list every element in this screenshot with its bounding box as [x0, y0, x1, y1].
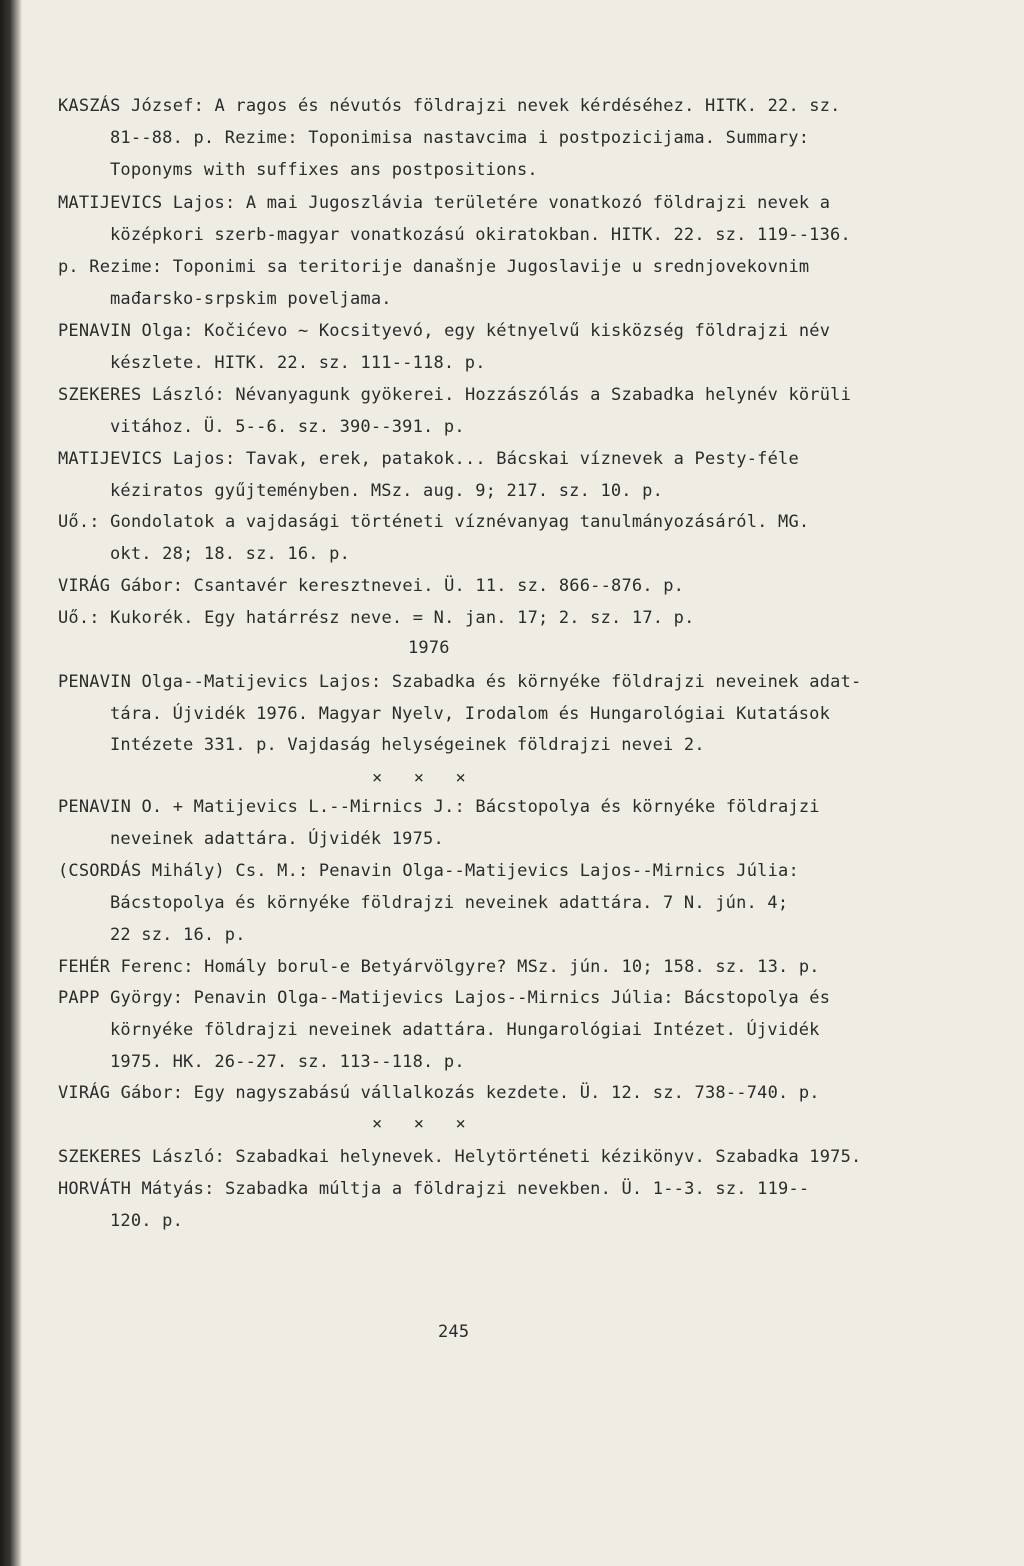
entry-line: 1975. HK. 26--27. sz. 113--118. p. [110, 1052, 465, 1072]
entry-line: készlete. HITK. 22. sz. 111--118. p. [110, 353, 486, 373]
entry-line: mađarsko-srpskim poveljama. [110, 289, 392, 309]
entry-line: PAPP György: Penavin Olga--Matijevics Lajos--Mirnics Júlia: Bácstopolya és [58, 988, 831, 1008]
entry-line: Intézete 331. p. Vajdaság helységeinek földrajzi nevei 2. [110, 735, 705, 755]
entry-line: SZEKERES László: Névanyagunk gyökerei. Hozzászólás a Szabadka helynév körüli [58, 385, 852, 405]
page-number: 245 [438, 1322, 470, 1342]
entry-line: középkori szerb-magyar vonatkozású okiratokban. HITK. 22. sz. 119--136. [110, 225, 851, 245]
entry-line: kéziratos gyűjteményben. MSz. aug. 9; 217. sz. 10. p. [110, 481, 664, 501]
section-separator: × × × [372, 1114, 466, 1134]
entry-line: VIRÁG Gábor: Egy nagyszabású vállalkozás kezdete. Ü. 12. sz. 738--740. p. [58, 1083, 820, 1103]
entry-line: tára. Újvidék 1976. Magyar Nyelv, Irodalom és Hungarológiai Kutatások [110, 704, 831, 724]
entry-line: (CSORDÁS Mihály) Cs. M.: Penavin Olga--Matijevics Lajos--Mirnics Júlia: [58, 861, 799, 881]
entry-line: KASZÁS József: A ragos és névutós földrajzi nevek kérdéséhez. HITK. 22. sz. [58, 96, 841, 116]
entry-line: Uő.: Kukorék. Egy határrész neve. = N. jan. 17; 2. sz. 17. p. [58, 608, 695, 628]
entry-line: PENAVIN Olga--Matijevics Lajos: Szabadka és környéke földrajzi neveinek adat- [58, 672, 862, 692]
entry-line: 22 sz. 16. p. [110, 925, 246, 945]
entry-line: VIRÁG Gábor: Csantavér keresztnevei. Ü. 11. sz. 866--876. p. [58, 576, 685, 596]
entry-line: okt. 28; 18. sz. 16. p. [110, 544, 351, 564]
entry-line: MATIJEVICS Lajos: A mai Jugoszlávia területére vonatkozó földrajzi nevek a [58, 193, 831, 213]
section-separator: × × × [372, 768, 466, 788]
entry-line: 81--88. p. Rezime: Toponimisa nastavcima i postpozicijama. Summary: [110, 128, 810, 148]
entry-line: vitához. Ü. 5--6. sz. 390--391. p. [110, 417, 465, 437]
entry-line: MATIJEVICS Lajos: Tavak, erek, patakok... Bácskai víznevek a Pesty-féle [58, 449, 799, 469]
entry-line: 120. p. [110, 1211, 184, 1231]
entry-line: környéke földrajzi neveinek adattára. Hungarológiai Intézet. Újvidék [110, 1020, 820, 1040]
entry-line: Toponyms with suffixes ans postpositions. [110, 160, 538, 180]
entry-line: HORVÁTH Mátyás: Szabadka múltja a földrajzi nevekben. Ü. 1--3. sz. 119-- [58, 1179, 810, 1199]
entry-line: FEHÉR Ferenc: Homály borul-e Betyárvölgyre? MSz. jún. 10; 158. sz. 13. p. [58, 957, 820, 977]
entry-line: p. Rezime: Toponimi sa teritorije današnje Jugoslavije u srednjovekovnim [58, 257, 810, 277]
entry-line: PENAVIN O. + Matijevics L.--Mirnics J.: Bácstopolya és környéke földrajzi [58, 797, 820, 817]
entry-line: PENAVIN Olga: Kočićevo ~ Kocsityevó, egy kétnyelvű kisközség földrajzi név [58, 321, 831, 341]
year-heading: 1976 [408, 638, 450, 658]
entry-line: neveinek adattára. Újvidék 1975. [110, 829, 444, 849]
entry-line: Uő.: Gondolatok a vajdasági történeti víznévanyag tanulmányozásáról. MG. [58, 512, 810, 532]
entry-line: SZEKERES László: Szabadkai helynevek. Helytörténeti kézikönyv. Szabadka 1975. [58, 1147, 862, 1167]
entry-line: Bácstopolya és környéke földrajzi neveinek adattára. 7 N. jún. 4; [110, 893, 789, 913]
